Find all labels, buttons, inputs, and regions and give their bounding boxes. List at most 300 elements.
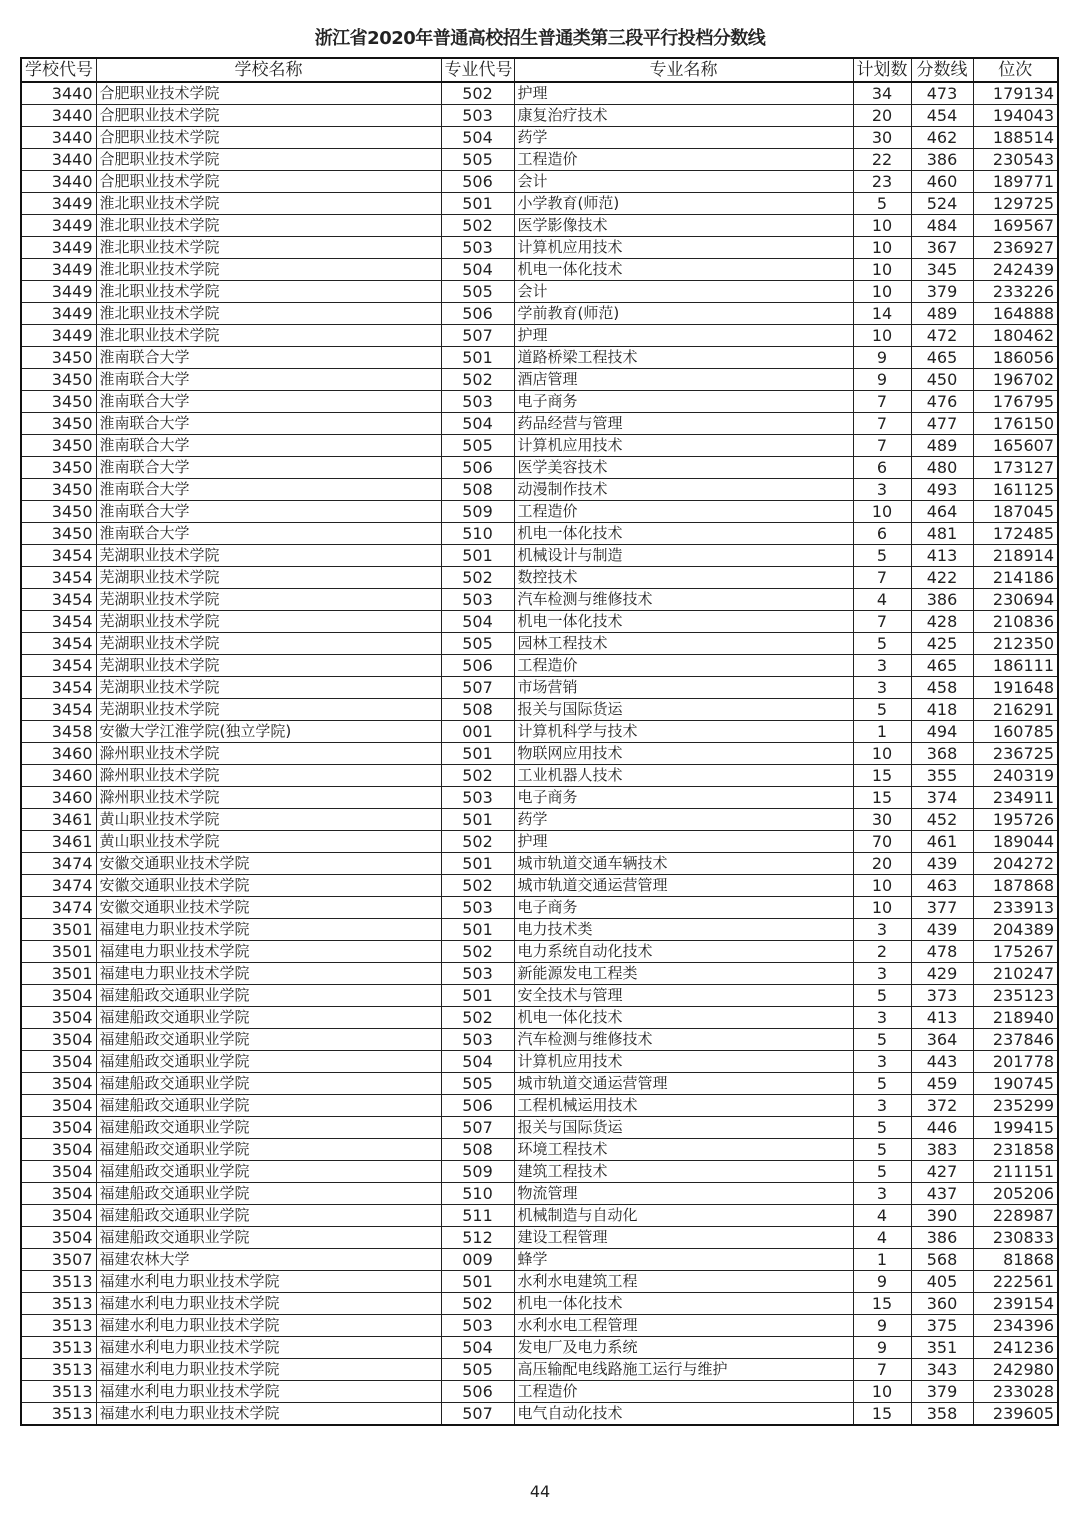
cell-school-code: 3501 bbox=[21, 941, 96, 963]
cell-major-code: 510 bbox=[441, 1183, 514, 1205]
cell-major-code: 506 bbox=[441, 457, 514, 479]
cell-major-name: 环境工程技术 bbox=[514, 1139, 853, 1161]
cell-plan-count: 10 bbox=[853, 281, 911, 303]
cell-school-code: 3450 bbox=[21, 347, 96, 369]
cell-major-name: 酒店管理 bbox=[514, 369, 853, 391]
cell-major-code: 505 bbox=[441, 1073, 514, 1095]
table-row bbox=[21, 413, 1058, 435]
cell-score-line: 368 bbox=[911, 743, 973, 765]
cell-major-code: 503 bbox=[441, 963, 514, 985]
cell-score-line: 452 bbox=[911, 809, 973, 831]
cell-school-code: 3513 bbox=[21, 1337, 96, 1359]
cell-major-code: 502 bbox=[441, 567, 514, 589]
cell-school-name: 福建船政交通职业学院 bbox=[96, 1161, 441, 1183]
cell-rank: 233226 bbox=[973, 281, 1058, 303]
cell-major-name: 汽车检测与维修技术 bbox=[514, 589, 853, 611]
header-major-code: 专业代号 bbox=[441, 58, 514, 82]
cell-school-code: 3454 bbox=[21, 589, 96, 611]
cell-score-line: 383 bbox=[911, 1139, 973, 1161]
cell-major-name: 安全技术与管理 bbox=[514, 985, 853, 1007]
cell-school-name: 芜湖职业技术学院 bbox=[96, 677, 441, 699]
cell-school-name: 淮北职业技术学院 bbox=[96, 259, 441, 281]
cell-school-code: 3513 bbox=[21, 1381, 96, 1403]
cell-rank: 187045 bbox=[973, 501, 1058, 523]
cell-major-name: 机电一体化技术 bbox=[514, 1293, 853, 1315]
cell-school-code: 3454 bbox=[21, 677, 96, 699]
cell-rank: 234911 bbox=[973, 787, 1058, 809]
cell-major-code: 504 bbox=[441, 259, 514, 281]
cell-score-line: 379 bbox=[911, 281, 973, 303]
cell-major-name: 新能源发电工程类 bbox=[514, 963, 853, 985]
cell-score-line: 489 bbox=[911, 303, 973, 325]
cell-plan-count: 3 bbox=[853, 677, 911, 699]
cell-school-code: 3454 bbox=[21, 611, 96, 633]
table-row bbox=[21, 1139, 1058, 1161]
cell-rank: 233913 bbox=[973, 897, 1058, 919]
table-row bbox=[21, 501, 1058, 523]
cell-score-line: 494 bbox=[911, 721, 973, 743]
cell-score-line: 418 bbox=[911, 699, 973, 721]
cell-rank: 186111 bbox=[973, 655, 1058, 677]
cell-score-line: 425 bbox=[911, 633, 973, 655]
cell-major-code: 501 bbox=[441, 809, 514, 831]
cell-score-line: 481 bbox=[911, 523, 973, 545]
cell-school-name: 福建船政交通职业学院 bbox=[96, 1051, 441, 1073]
cell-major-code: 502 bbox=[441, 82, 514, 105]
cell-score-line: 379 bbox=[911, 1381, 973, 1403]
cell-plan-count: 10 bbox=[853, 259, 911, 281]
cell-plan-count: 9 bbox=[853, 1315, 911, 1337]
cell-rank: 230833 bbox=[973, 1227, 1058, 1249]
cell-plan-count: 20 bbox=[853, 105, 911, 127]
cell-score-line: 355 bbox=[911, 765, 973, 787]
cell-plan-count: 10 bbox=[853, 743, 911, 765]
cell-school-code: 3504 bbox=[21, 1117, 96, 1139]
cell-plan-count: 22 bbox=[853, 149, 911, 171]
cell-rank: 187868 bbox=[973, 875, 1058, 897]
cell-score-line: 360 bbox=[911, 1293, 973, 1315]
cell-rank: 205206 bbox=[973, 1183, 1058, 1205]
table-row bbox=[21, 743, 1058, 765]
cell-plan-count: 3 bbox=[853, 655, 911, 677]
table-row bbox=[21, 281, 1058, 303]
cell-major-code: 501 bbox=[441, 347, 514, 369]
table-row bbox=[21, 919, 1058, 941]
cell-school-name: 福建船政交通职业学院 bbox=[96, 1183, 441, 1205]
cell-rank: 212350 bbox=[973, 633, 1058, 655]
cell-school-name: 合肥职业技术学院 bbox=[96, 171, 441, 193]
table-row bbox=[21, 435, 1058, 457]
cell-major-code: 511 bbox=[441, 1205, 514, 1227]
cell-school-code: 3474 bbox=[21, 875, 96, 897]
cell-rank: 179134 bbox=[973, 82, 1058, 105]
table-row bbox=[21, 1227, 1058, 1249]
cell-school-name: 淮北职业技术学院 bbox=[96, 193, 441, 215]
cell-rank: 160785 bbox=[973, 721, 1058, 743]
cell-plan-count: 1 bbox=[853, 721, 911, 743]
cell-score-line: 373 bbox=[911, 985, 973, 1007]
cell-major-code: 510 bbox=[441, 523, 514, 545]
cell-rank: 240319 bbox=[973, 765, 1058, 787]
cell-school-name: 福建船政交通职业学院 bbox=[96, 1227, 441, 1249]
cell-score-line: 461 bbox=[911, 831, 973, 853]
cell-school-code: 3454 bbox=[21, 699, 96, 721]
cell-score-line: 476 bbox=[911, 391, 973, 413]
cell-school-name: 淮南联合大学 bbox=[96, 369, 441, 391]
cell-school-name: 淮南联合大学 bbox=[96, 435, 441, 457]
cell-plan-count: 1 bbox=[853, 1249, 911, 1271]
header-plan-count: 计划数 bbox=[853, 58, 911, 82]
table-row bbox=[21, 325, 1058, 347]
cell-major-code: 507 bbox=[441, 1403, 514, 1426]
table-row bbox=[21, 193, 1058, 215]
cell-school-name: 淮北职业技术学院 bbox=[96, 281, 441, 303]
cell-school-name: 福建船政交通职业学院 bbox=[96, 1029, 441, 1051]
cell-major-code: 506 bbox=[441, 1381, 514, 1403]
cell-score-line: 463 bbox=[911, 875, 973, 897]
cell-score-line: 478 bbox=[911, 941, 973, 963]
cell-major-name: 机电一体化技术 bbox=[514, 1007, 853, 1029]
cell-school-name: 淮南联合大学 bbox=[96, 347, 441, 369]
cell-score-line: 484 bbox=[911, 215, 973, 237]
cell-major-name: 城市轨道交通运营管理 bbox=[514, 1073, 853, 1095]
cell-score-line: 351 bbox=[911, 1337, 973, 1359]
cell-school-name: 福建水利电力职业技术学院 bbox=[96, 1337, 441, 1359]
cell-rank: 211151 bbox=[973, 1161, 1058, 1183]
cell-plan-count: 5 bbox=[853, 1029, 911, 1051]
cell-school-code: 3440 bbox=[21, 171, 96, 193]
cell-score-line: 462 bbox=[911, 127, 973, 149]
cell-rank: 242980 bbox=[973, 1359, 1058, 1381]
cell-score-line: 472 bbox=[911, 325, 973, 347]
page-title: 浙江省2020年普通高校招生普通类第三段平行投档分数线 bbox=[314, 28, 766, 49]
cell-major-code: 503 bbox=[441, 897, 514, 919]
cell-plan-count: 4 bbox=[853, 589, 911, 611]
header-rank: 位次 bbox=[973, 58, 1058, 82]
table-row bbox=[21, 1337, 1058, 1359]
cell-school-code: 3501 bbox=[21, 963, 96, 985]
cell-major-code: 502 bbox=[441, 1293, 514, 1315]
cell-rank: 235123 bbox=[973, 985, 1058, 1007]
cell-major-name: 物流管理 bbox=[514, 1183, 853, 1205]
cell-plan-count: 5 bbox=[853, 1073, 911, 1095]
cell-school-name: 滁州职业技术学院 bbox=[96, 743, 441, 765]
cell-school-code: 3474 bbox=[21, 853, 96, 875]
cell-plan-count: 5 bbox=[853, 699, 911, 721]
cell-school-name: 福建水利电力职业技术学院 bbox=[96, 1315, 441, 1337]
cell-rank: 234396 bbox=[973, 1315, 1058, 1337]
table-row bbox=[21, 589, 1058, 611]
cell-school-name: 安徽交通职业技术学院 bbox=[96, 853, 441, 875]
cell-major-code: 503 bbox=[441, 391, 514, 413]
cell-major-name: 动漫制作技术 bbox=[514, 479, 853, 501]
cell-major-name: 电气自动化技术 bbox=[514, 1403, 853, 1426]
cell-plan-count: 3 bbox=[853, 1051, 911, 1073]
cell-score-line: 427 bbox=[911, 1161, 973, 1183]
cell-score-line: 480 bbox=[911, 457, 973, 479]
cell-rank: 199415 bbox=[973, 1117, 1058, 1139]
cell-plan-count: 3 bbox=[853, 1183, 911, 1205]
cell-school-name: 芜湖职业技术学院 bbox=[96, 655, 441, 677]
cell-rank: 218914 bbox=[973, 545, 1058, 567]
cell-school-name: 福建农林大学 bbox=[96, 1249, 441, 1271]
cell-major-code: 508 bbox=[441, 1139, 514, 1161]
cell-school-code: 3504 bbox=[21, 1183, 96, 1205]
cell-major-name: 电子商务 bbox=[514, 897, 853, 919]
cell-major-code: 504 bbox=[441, 1337, 514, 1359]
cell-school-code: 3450 bbox=[21, 435, 96, 457]
cell-school-name: 滁州职业技术学院 bbox=[96, 787, 441, 809]
cell-major-name: 报关与国际货运 bbox=[514, 699, 853, 721]
cell-major-code: 502 bbox=[441, 369, 514, 391]
cell-major-name: 护理 bbox=[514, 831, 853, 853]
cell-plan-count: 9 bbox=[853, 1337, 911, 1359]
cell-score-line: 429 bbox=[911, 963, 973, 985]
cell-plan-count: 4 bbox=[853, 1227, 911, 1249]
cell-major-code: 504 bbox=[441, 1051, 514, 1073]
cell-school-name: 淮南联合大学 bbox=[96, 501, 441, 523]
cell-school-name: 福建船政交通职业学院 bbox=[96, 1205, 441, 1227]
cell-score-line: 405 bbox=[911, 1271, 973, 1293]
cell-school-name: 福建电力职业技术学院 bbox=[96, 963, 441, 985]
cell-plan-count: 7 bbox=[853, 1359, 911, 1381]
cell-school-code: 3440 bbox=[21, 82, 96, 105]
cell-major-name: 计算机应用技术 bbox=[514, 435, 853, 457]
table-row bbox=[21, 523, 1058, 545]
cell-plan-count: 7 bbox=[853, 435, 911, 457]
table-row bbox=[21, 237, 1058, 259]
cell-major-code: 505 bbox=[441, 435, 514, 457]
table-row bbox=[21, 1161, 1058, 1183]
cell-major-code: 501 bbox=[441, 919, 514, 941]
cell-plan-count: 5 bbox=[853, 1161, 911, 1183]
cell-major-name: 电力系统自动化技术 bbox=[514, 941, 853, 963]
cell-school-code: 3474 bbox=[21, 897, 96, 919]
cell-plan-count: 9 bbox=[853, 369, 911, 391]
cell-score-line: 364 bbox=[911, 1029, 973, 1051]
cell-plan-count: 23 bbox=[853, 171, 911, 193]
header-score-line: 分数线 bbox=[911, 58, 973, 82]
cell-major-name: 护理 bbox=[514, 82, 853, 105]
table-row bbox=[21, 633, 1058, 655]
cell-school-code: 3460 bbox=[21, 787, 96, 809]
table-row bbox=[21, 1293, 1058, 1315]
cell-rank: 176795 bbox=[973, 391, 1058, 413]
table-row bbox=[21, 1051, 1058, 1073]
cell-school-name: 淮南联合大学 bbox=[96, 479, 441, 501]
cell-rank: 191648 bbox=[973, 677, 1058, 699]
cell-score-line: 386 bbox=[911, 149, 973, 171]
cell-major-code: 501 bbox=[441, 743, 514, 765]
cell-major-code: 501 bbox=[441, 545, 514, 567]
cell-school-name: 福建船政交通职业学院 bbox=[96, 1139, 441, 1161]
cell-score-line: 390 bbox=[911, 1205, 973, 1227]
cell-school-name: 芜湖职业技术学院 bbox=[96, 633, 441, 655]
cell-major-name: 物联网应用技术 bbox=[514, 743, 853, 765]
table-row bbox=[21, 347, 1058, 369]
cell-score-line: 473 bbox=[911, 82, 973, 105]
cell-school-code: 3440 bbox=[21, 105, 96, 127]
cell-plan-count: 9 bbox=[853, 347, 911, 369]
cell-score-line: 443 bbox=[911, 1051, 973, 1073]
header-school-name: 学校名称 bbox=[96, 58, 441, 82]
table-body bbox=[21, 82, 1058, 1425]
cell-school-code: 3504 bbox=[21, 1139, 96, 1161]
cell-score-line: 413 bbox=[911, 1007, 973, 1029]
cell-score-line: 458 bbox=[911, 677, 973, 699]
table-row bbox=[21, 809, 1058, 831]
cell-plan-count: 10 bbox=[853, 501, 911, 523]
cell-score-line: 493 bbox=[911, 479, 973, 501]
cell-school-name: 福建船政交通职业学院 bbox=[96, 985, 441, 1007]
cell-major-code: 501 bbox=[441, 193, 514, 215]
cell-major-name: 小学教育(师范) bbox=[514, 193, 853, 215]
table-row bbox=[21, 567, 1058, 589]
cell-major-code: 505 bbox=[441, 149, 514, 171]
cell-plan-count: 3 bbox=[853, 1007, 911, 1029]
cell-major-name: 城市轨道交通车辆技术 bbox=[514, 853, 853, 875]
cell-score-line: 437 bbox=[911, 1183, 973, 1205]
cell-major-code: 505 bbox=[441, 633, 514, 655]
cell-rank: 228987 bbox=[973, 1205, 1058, 1227]
cell-major-name: 建设工程管理 bbox=[514, 1227, 853, 1249]
cell-school-code: 3450 bbox=[21, 413, 96, 435]
cell-major-name: 发电厂及电力系统 bbox=[514, 1337, 853, 1359]
table-row bbox=[21, 875, 1058, 897]
cell-major-code: 507 bbox=[441, 1117, 514, 1139]
table-row bbox=[21, 765, 1058, 787]
cell-major-code: 512 bbox=[441, 1227, 514, 1249]
cell-plan-count: 10 bbox=[853, 875, 911, 897]
cell-plan-count: 6 bbox=[853, 523, 911, 545]
cell-score-line: 450 bbox=[911, 369, 973, 391]
cell-rank: 164888 bbox=[973, 303, 1058, 325]
table-row bbox=[21, 545, 1058, 567]
table-row bbox=[21, 1007, 1058, 1029]
cell-rank: 214186 bbox=[973, 567, 1058, 589]
cell-rank: 230543 bbox=[973, 149, 1058, 171]
table-row bbox=[21, 259, 1058, 281]
cell-major-name: 会计 bbox=[514, 171, 853, 193]
cell-score-line: 375 bbox=[911, 1315, 973, 1337]
cell-major-code: 503 bbox=[441, 1315, 514, 1337]
cell-major-code: 503 bbox=[441, 1029, 514, 1051]
cell-major-name: 城市轨道交通运营管理 bbox=[514, 875, 853, 897]
cell-school-name: 芜湖职业技术学院 bbox=[96, 589, 441, 611]
cell-school-code: 3504 bbox=[21, 1073, 96, 1095]
cell-plan-count: 10 bbox=[853, 897, 911, 919]
table-row bbox=[21, 1249, 1058, 1271]
cell-school-name: 合肥职业技术学院 bbox=[96, 149, 441, 171]
cell-rank: 236927 bbox=[973, 237, 1058, 259]
cell-school-code: 3504 bbox=[21, 1205, 96, 1227]
cell-plan-count: 2 bbox=[853, 941, 911, 963]
table-row bbox=[21, 82, 1058, 105]
cell-major-code: 507 bbox=[441, 325, 514, 347]
cell-school-code: 3440 bbox=[21, 149, 96, 171]
cell-major-code: 502 bbox=[441, 941, 514, 963]
table-row bbox=[21, 941, 1058, 963]
cell-major-name: 机电一体化技术 bbox=[514, 611, 853, 633]
cell-school-name: 黄山职业技术学院 bbox=[96, 831, 441, 853]
cell-school-name: 合肥职业技术学院 bbox=[96, 105, 441, 127]
cell-rank: 196702 bbox=[973, 369, 1058, 391]
cell-rank: 204389 bbox=[973, 919, 1058, 941]
cell-major-code: 504 bbox=[441, 611, 514, 633]
table-row bbox=[21, 215, 1058, 237]
cell-school-code: 3507 bbox=[21, 1249, 96, 1271]
cell-major-name: 计算机科学与技术 bbox=[514, 721, 853, 743]
cell-major-code: 503 bbox=[441, 105, 514, 127]
cell-major-code: 506 bbox=[441, 171, 514, 193]
cell-school-name: 芜湖职业技术学院 bbox=[96, 611, 441, 633]
cell-school-code: 3450 bbox=[21, 457, 96, 479]
cell-major-code: 502 bbox=[441, 765, 514, 787]
cell-major-code: 504 bbox=[441, 127, 514, 149]
cell-plan-count: 34 bbox=[853, 82, 911, 105]
cell-major-name: 水利水电建筑工程 bbox=[514, 1271, 853, 1293]
header-school-code: 学校代号 bbox=[21, 58, 96, 82]
cell-plan-count: 5 bbox=[853, 1117, 911, 1139]
cell-school-name: 淮北职业技术学院 bbox=[96, 215, 441, 237]
cell-major-code: 509 bbox=[441, 1161, 514, 1183]
cell-school-code: 3449 bbox=[21, 237, 96, 259]
table-row bbox=[21, 677, 1058, 699]
cell-school-name: 淮北职业技术学院 bbox=[96, 303, 441, 325]
cell-school-name: 滁州职业技术学院 bbox=[96, 765, 441, 787]
table-row bbox=[21, 303, 1058, 325]
cell-score-line: 446 bbox=[911, 1117, 973, 1139]
cell-major-code: 001 bbox=[441, 721, 514, 743]
cell-rank: 194043 bbox=[973, 105, 1058, 127]
cell-plan-count: 9 bbox=[853, 1271, 911, 1293]
cell-school-code: 3513 bbox=[21, 1359, 96, 1381]
cell-school-name: 福建电力职业技术学院 bbox=[96, 941, 441, 963]
cell-school-code: 3449 bbox=[21, 215, 96, 237]
cell-rank: 222561 bbox=[973, 1271, 1058, 1293]
cell-rank: 204272 bbox=[973, 853, 1058, 875]
cell-score-line: 367 bbox=[911, 237, 973, 259]
cell-major-code: 502 bbox=[441, 1007, 514, 1029]
cell-score-line: 465 bbox=[911, 347, 973, 369]
table-row bbox=[21, 721, 1058, 743]
table-row bbox=[21, 105, 1058, 127]
cell-major-name: 电子商务 bbox=[514, 391, 853, 413]
cell-school-code: 3450 bbox=[21, 501, 96, 523]
cell-rank: 201778 bbox=[973, 1051, 1058, 1073]
cell-rank: 195726 bbox=[973, 809, 1058, 831]
cell-rank: 161125 bbox=[973, 479, 1058, 501]
cell-score-line: 374 bbox=[911, 787, 973, 809]
cell-school-code: 3513 bbox=[21, 1271, 96, 1293]
cell-school-name: 福建船政交通职业学院 bbox=[96, 1073, 441, 1095]
cell-major-code: 503 bbox=[441, 589, 514, 611]
cell-rank: 190745 bbox=[973, 1073, 1058, 1095]
cell-school-code: 3513 bbox=[21, 1403, 96, 1426]
table-row bbox=[21, 391, 1058, 413]
cell-major-name: 水利水电工程管理 bbox=[514, 1315, 853, 1337]
cell-plan-count: 5 bbox=[853, 545, 911, 567]
cell-rank: 169567 bbox=[973, 215, 1058, 237]
cell-rank: 172485 bbox=[973, 523, 1058, 545]
cell-major-code: 506 bbox=[441, 1095, 514, 1117]
cell-major-code: 502 bbox=[441, 215, 514, 237]
table-row bbox=[21, 787, 1058, 809]
cell-school-name: 福建船政交通职业学院 bbox=[96, 1095, 441, 1117]
table-row bbox=[21, 127, 1058, 149]
cell-major-name: 电力技术类 bbox=[514, 919, 853, 941]
table-row bbox=[21, 611, 1058, 633]
